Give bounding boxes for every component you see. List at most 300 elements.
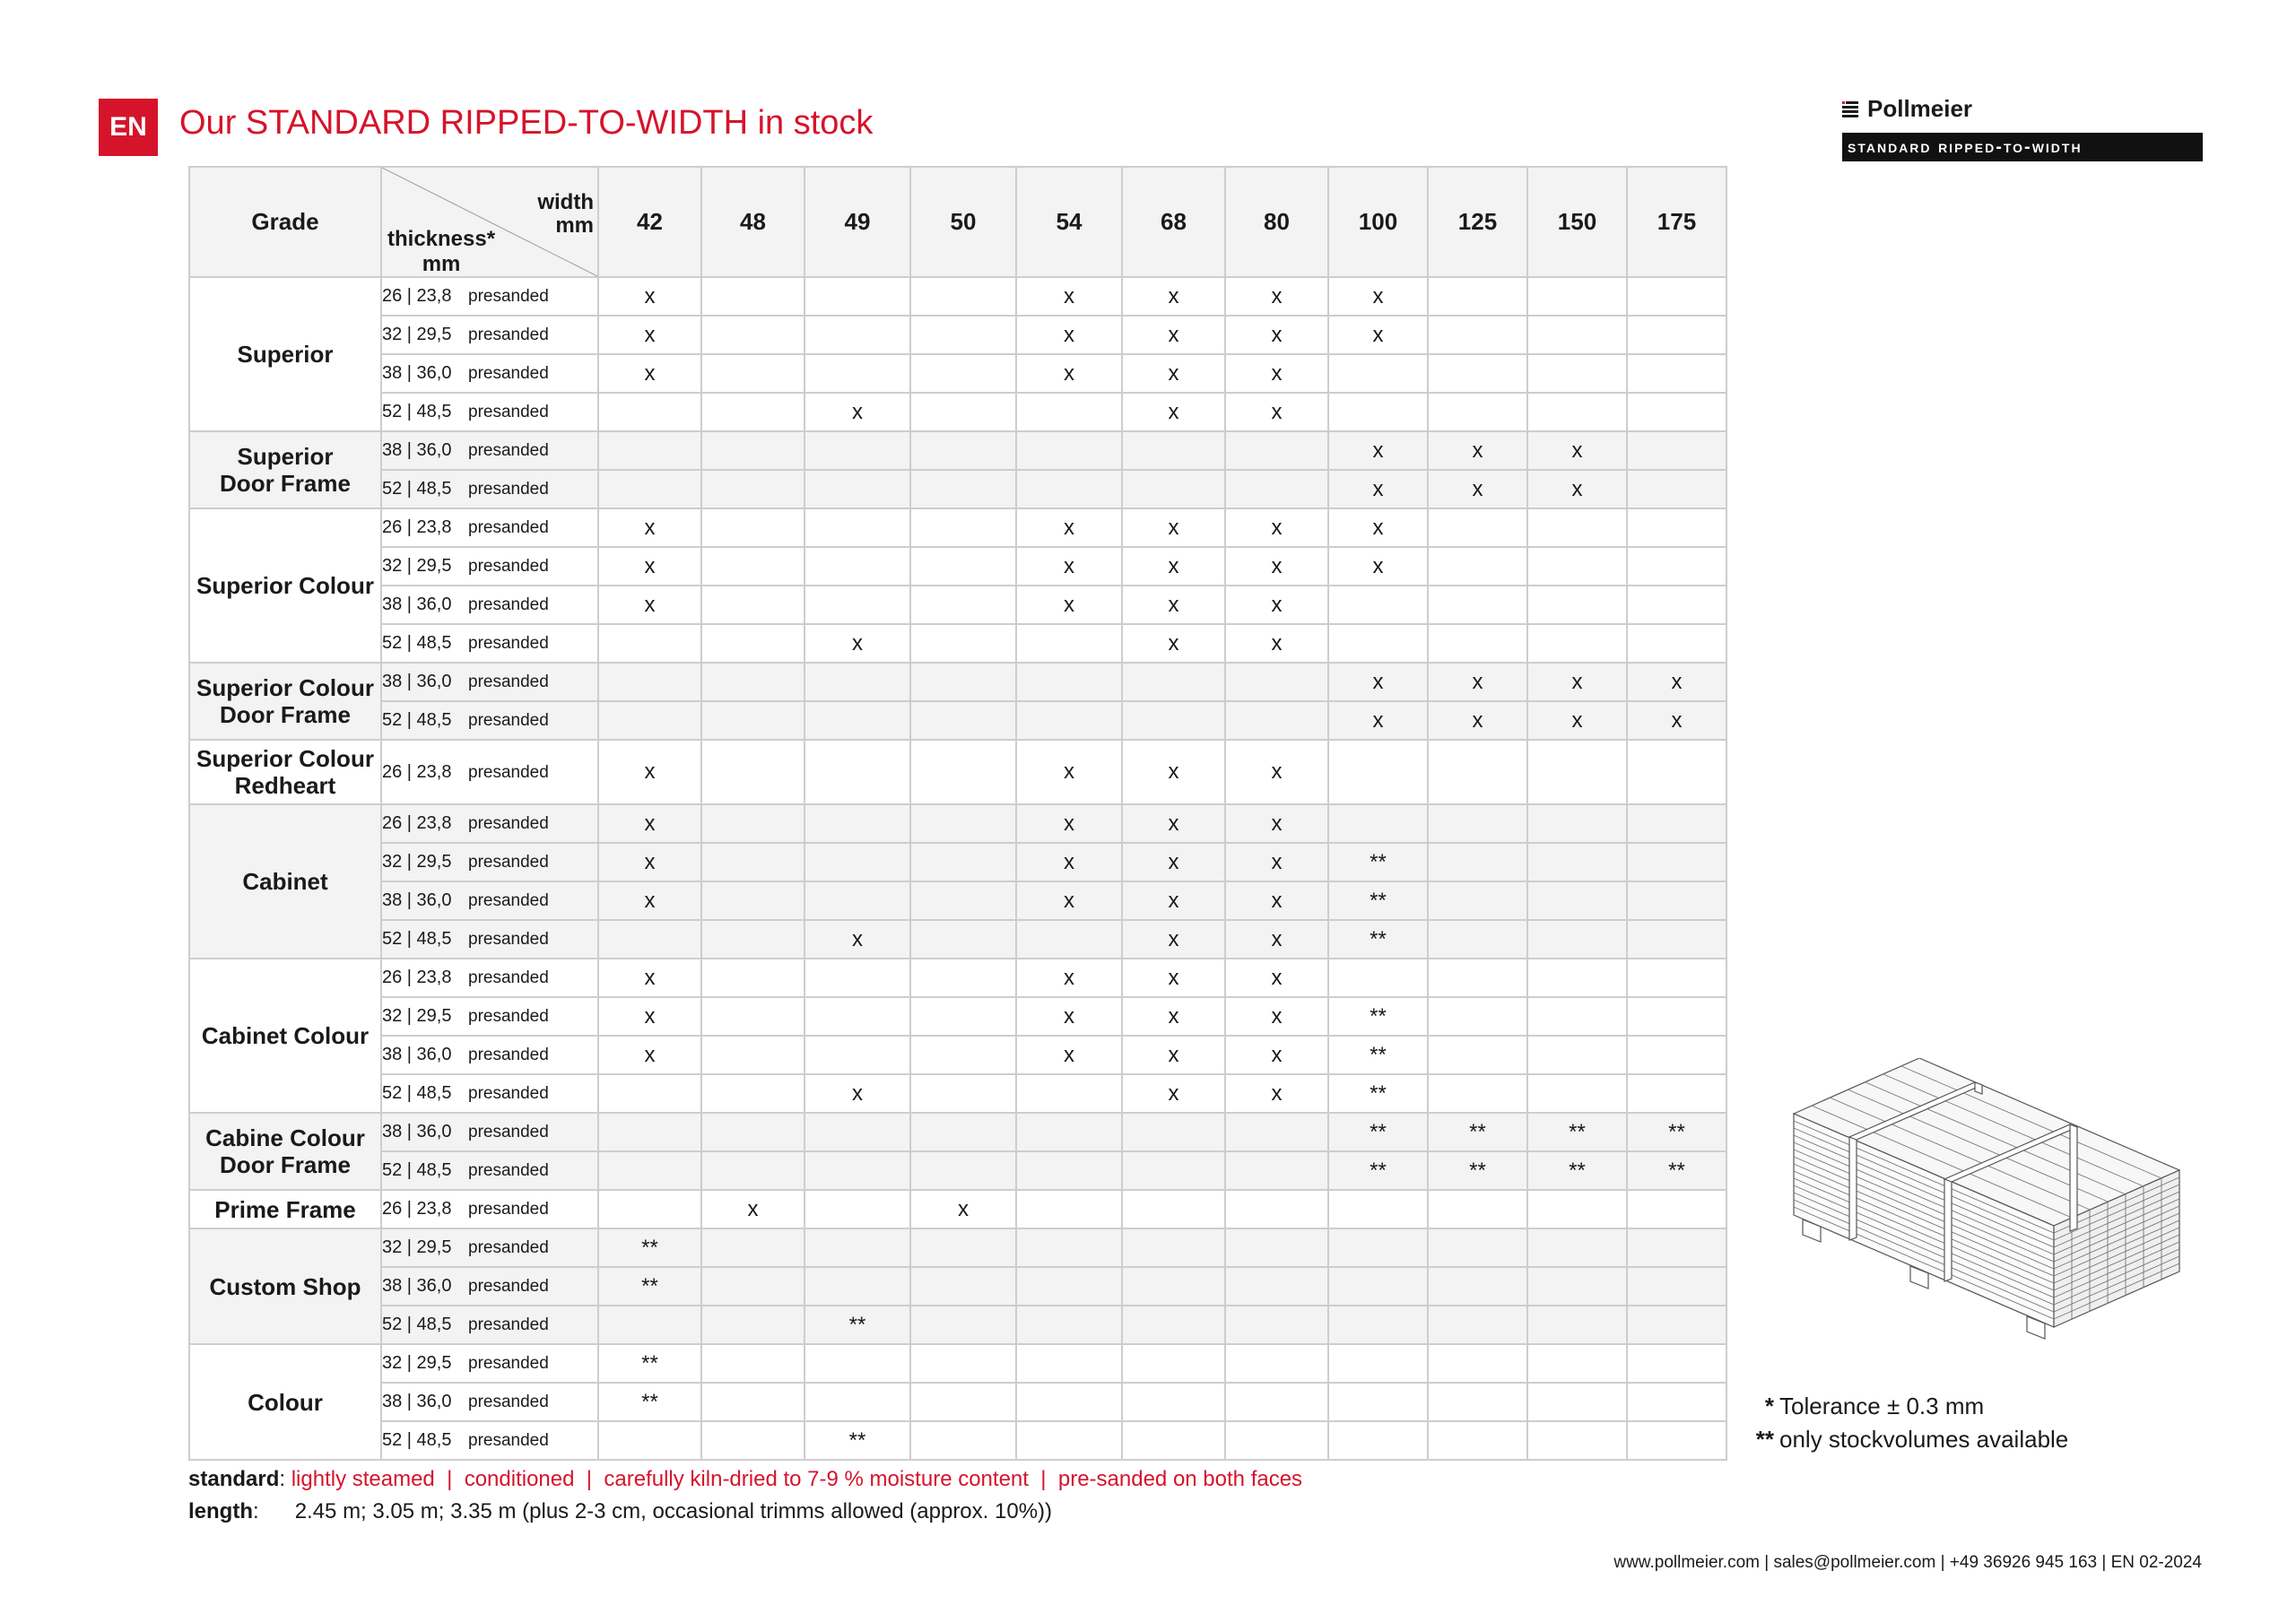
grade-cell: Superior Colour Door Frame: [189, 663, 381, 740]
availability-cell: [1428, 354, 1527, 393]
availability-cell: [1016, 1306, 1122, 1344]
availability-cell: x: [804, 393, 910, 431]
availability-cell: x: [1225, 277, 1328, 316]
availability-cell: [1627, 843, 1726, 881]
availability-cell: [1527, 920, 1627, 959]
availability-cell: [1527, 1228, 1627, 1267]
availability-cell: **: [1328, 1036, 1428, 1074]
availability-cell: [1122, 1421, 1225, 1460]
thickness-cell: 38 | 36,0 presanded: [381, 1036, 598, 1074]
availability-cell: **: [1328, 920, 1428, 959]
availability-cell: [1627, 1228, 1726, 1267]
thickness-cell: 52 | 48,5 presanded: [381, 470, 598, 508]
availability-cell: [701, 354, 804, 393]
availability-cell: x: [701, 1190, 804, 1228]
grade-cell: Prime Frame: [189, 1190, 381, 1228]
tolerance-text: Tolerance ± 0.3 mm: [1779, 1393, 1985, 1419]
availability-cell: [1428, 1344, 1527, 1383]
availability-cell: [1016, 663, 1122, 701]
table-row: [189, 663, 1726, 701]
availability-cell: [910, 547, 1016, 586]
stock-table: [188, 166, 1727, 1461]
availability-cell: [701, 920, 804, 959]
table-row: [189, 277, 1726, 316]
availability-cell: x: [1328, 470, 1428, 508]
availability-cell: [910, 1151, 1016, 1190]
availability-cell: [1627, 393, 1726, 431]
availability-cell: [1627, 316, 1726, 354]
availability-cell: [1328, 1344, 1428, 1383]
availability-cell: [1225, 431, 1328, 470]
table-row: [189, 1228, 1726, 1267]
availability-cell: x: [1016, 881, 1122, 920]
availability-cell: [701, 881, 804, 920]
availability-cell: x: [1225, 959, 1328, 997]
availability-cell: [804, 354, 910, 393]
availability-cell: [1627, 959, 1726, 997]
availability-cell: [598, 1113, 701, 1151]
grade-cell: Cabinet: [189, 804, 381, 959]
availability-cell: [1428, 959, 1527, 997]
brand-name-text: Pollmeier: [1867, 94, 1973, 122]
availability-cell: [1428, 1228, 1527, 1267]
availability-cell: [1328, 959, 1428, 997]
width-header: 150: [1527, 167, 1627, 277]
thickness-cell: 26 | 23,8 presanded: [381, 959, 598, 997]
availability-cell: x: [1225, 393, 1328, 431]
availability-cell: [1428, 881, 1527, 920]
availability-cell: [701, 1074, 804, 1113]
availability-cell: [1225, 701, 1328, 740]
availability-cell: **: [1328, 843, 1428, 881]
availability-cell: [1527, 1267, 1627, 1306]
availability-cell: [1527, 1383, 1627, 1421]
availability-cell: [1627, 547, 1726, 586]
availability-cell: [701, 1383, 804, 1421]
availability-cell: [804, 1113, 910, 1151]
availability-cell: [1627, 740, 1726, 804]
availability-cell: x: [1016, 1036, 1122, 1074]
thickness-cell: 52 | 48,5 presanded: [381, 624, 598, 663]
grade-cell: Superior Colour Redheart: [189, 740, 381, 804]
width-header: 54: [1016, 167, 1122, 277]
availability-cell: [598, 624, 701, 663]
legend-length: length: 2.45 m; 3.05 m; 3.35 m (plus 2-3 cm, occasional trimms allowed (approx. 10%)): [188, 1499, 1053, 1523]
thickness-cell: 52 | 48,5 presanded: [381, 701, 598, 740]
availability-cell: [1527, 393, 1627, 431]
availability-cell: x: [804, 920, 910, 959]
table-row: [189, 470, 1726, 508]
availability-cell: **: [804, 1306, 910, 1344]
availability-cell: x: [1225, 920, 1328, 959]
availability-cell: x: [1225, 804, 1328, 843]
availability-cell: [701, 508, 804, 547]
availability-cell: [1527, 997, 1627, 1036]
availability-cell: [804, 547, 910, 586]
availability-cell: [701, 431, 804, 470]
availability-cell: [1527, 740, 1627, 804]
availability-cell: [804, 843, 910, 881]
availability-cell: [701, 843, 804, 881]
availability-cell: [1627, 804, 1726, 843]
pollmeier-logo-icon: [1842, 101, 1858, 117]
width-axis-label: width mm: [537, 190, 594, 238]
single-asterisk: *: [1764, 1393, 1774, 1419]
availability-cell: [598, 701, 701, 740]
availability-cell: [910, 701, 1016, 740]
availability-cell: [1328, 624, 1428, 663]
tolerance-note: [1751, 1390, 2068, 1423]
availability-cell: x: [1527, 431, 1627, 470]
availability-cell: [1016, 1190, 1122, 1228]
availability-cell: [1016, 393, 1122, 431]
availability-cell: [910, 959, 1016, 997]
availability-cell: [701, 740, 804, 804]
availability-cell: [910, 804, 1016, 843]
availability-cell: x: [1122, 740, 1225, 804]
availability-cell: x: [1016, 804, 1122, 843]
availability-cell: [1225, 470, 1328, 508]
availability-cell: **: [1627, 1113, 1726, 1151]
availability-cell: [1627, 881, 1726, 920]
availability-cell: [1122, 1151, 1225, 1190]
brand-tagline: standard ripped-to-width: [1842, 133, 2203, 161]
availability-cell: x: [1627, 701, 1726, 740]
availability-cell: [1016, 1113, 1122, 1151]
grade-cell: Cabine Colour Door Frame: [189, 1113, 381, 1190]
thickness-cell: 26 | 23,8 presanded: [381, 1190, 598, 1228]
availability-cell: x: [1122, 959, 1225, 997]
availability-cell: x: [1225, 1036, 1328, 1074]
availability-cell: [1527, 959, 1627, 997]
width-header: 50: [910, 167, 1016, 277]
availability-cell: [1225, 1190, 1328, 1228]
availability-cell: x: [1122, 354, 1225, 393]
availability-cell: [701, 804, 804, 843]
availability-cell: [1627, 354, 1726, 393]
availability-cell: [1225, 663, 1328, 701]
thickness-cell: 26 | 23,8 presanded: [381, 740, 598, 804]
availability-cell: [1627, 1267, 1726, 1306]
availability-cell: [910, 1344, 1016, 1383]
availability-cell: x: [1016, 740, 1122, 804]
availability-cell: [701, 1228, 804, 1267]
availability-cell: [1016, 1267, 1122, 1306]
availability-cell: x: [1122, 624, 1225, 663]
availability-cell: [1122, 1383, 1225, 1421]
availability-cell: [804, 959, 910, 997]
availability-cell: [804, 508, 910, 547]
availability-cell: x: [1016, 508, 1122, 547]
availability-cell: [1527, 277, 1627, 316]
availability-cell: x: [1225, 547, 1328, 586]
availability-cell: [1428, 624, 1527, 663]
availability-cell: x: [1328, 663, 1428, 701]
table-row: [189, 431, 1726, 470]
table-row: [189, 701, 1726, 740]
availability-cell: [804, 1190, 910, 1228]
availability-cell: [701, 547, 804, 586]
availability-cell: **: [598, 1383, 701, 1421]
availability-cell: [1627, 1190, 1726, 1228]
availability-cell: **: [1328, 881, 1428, 920]
availability-cell: x: [1225, 881, 1328, 920]
availability-cell: [1627, 1344, 1726, 1383]
availability-cell: [1225, 1228, 1328, 1267]
table-row: [189, 393, 1726, 431]
availability-cell: [701, 393, 804, 431]
availability-cell: x: [1016, 997, 1122, 1036]
language-badge: EN: [99, 99, 158, 156]
availability-cell: x: [1225, 354, 1328, 393]
table-row: [189, 1190, 1726, 1228]
availability-cell: **: [598, 1228, 701, 1267]
availability-cell: [1428, 393, 1527, 431]
availability-cell: x: [598, 508, 701, 547]
thickness-cell: 52 | 48,5 presanded: [381, 920, 598, 959]
availability-cell: x: [598, 354, 701, 393]
availability-cell: [1016, 1421, 1122, 1460]
availability-cell: [1016, 1383, 1122, 1421]
availability-cell: [598, 920, 701, 959]
availability-cell: [804, 1267, 910, 1306]
availability-cell: [1122, 1228, 1225, 1267]
grade-cell: Colour: [189, 1344, 381, 1460]
availability-cell: x: [1328, 547, 1428, 586]
availability-cell: [1428, 508, 1527, 547]
lumber-stack-illustration: [1785, 1058, 2197, 1363]
availability-cell: [910, 881, 1016, 920]
availability-cell: [1627, 1036, 1726, 1074]
availability-cell: x: [1328, 316, 1428, 354]
availability-cell: [701, 470, 804, 508]
availability-cell: x: [1225, 997, 1328, 1036]
availability-cell: [598, 393, 701, 431]
availability-cell: [598, 431, 701, 470]
grade-cell: Superior Door Frame: [189, 431, 381, 508]
availability-cell: x: [1122, 316, 1225, 354]
availability-cell: [1627, 1074, 1726, 1113]
availability-cell: [910, 624, 1016, 663]
availability-cell: [701, 997, 804, 1036]
thickness-axis-label: thickness* mm: [387, 227, 496, 276]
availability-cell: [1428, 997, 1527, 1036]
availability-cell: x: [1527, 701, 1627, 740]
availability-cell: [1328, 586, 1428, 624]
brand-block: [1842, 93, 2203, 161]
availability-cell: **: [598, 1344, 701, 1383]
thickness-cell: 38 | 36,0 presanded: [381, 881, 598, 920]
availability-cell: [804, 997, 910, 1036]
availability-cell: [1527, 586, 1627, 624]
thickness-cell: 38 | 36,0 presanded: [381, 663, 598, 701]
thickness-cell: 32 | 29,5 presanded: [381, 1228, 598, 1267]
thickness-cell: 52 | 48,5 presanded: [381, 1151, 598, 1190]
availability-cell: [1225, 1113, 1328, 1151]
availability-cell: [598, 1421, 701, 1460]
availability-cell: [910, 470, 1016, 508]
availability-cell: x: [1122, 547, 1225, 586]
availability-cell: x: [1016, 547, 1122, 586]
standard-item: carefully kiln-dried to 7-9 % moisture content: [604, 1467, 1029, 1491]
availability-cell: [1016, 1074, 1122, 1113]
availability-cell: [1328, 740, 1428, 804]
availability-cell: x: [598, 881, 701, 920]
availability-cell: **: [1328, 997, 1428, 1036]
availability-cell: [1527, 881, 1627, 920]
availability-cell: [804, 804, 910, 843]
availability-cell: [1627, 470, 1726, 508]
availability-cell: [1122, 431, 1225, 470]
stock-note: [1751, 1423, 2068, 1456]
availability-cell: **: [1328, 1113, 1428, 1151]
availability-cell: [1428, 740, 1527, 804]
availability-cell: [1122, 1267, 1225, 1306]
thickness-cell: 52 | 48,5 presanded: [381, 1306, 598, 1344]
availability-cell: x: [1225, 316, 1328, 354]
availability-cell: x: [1225, 1074, 1328, 1113]
availability-cell: [1122, 1190, 1225, 1228]
table-row: [189, 1074, 1726, 1113]
availability-cell: [1328, 1190, 1428, 1228]
availability-cell: [701, 1036, 804, 1074]
availability-cell: x: [1627, 663, 1726, 701]
availability-cell: [701, 1421, 804, 1460]
availability-cell: [701, 1344, 804, 1383]
table-body: [189, 277, 1726, 1460]
availability-cell: [804, 1036, 910, 1074]
table-row: [189, 1267, 1726, 1306]
table-row: [189, 740, 1726, 804]
table-row: [189, 316, 1726, 354]
availability-cell: x: [1122, 881, 1225, 920]
availability-cell: x: [598, 586, 701, 624]
availability-cell: [1428, 843, 1527, 881]
availability-cell: x: [598, 997, 701, 1036]
availability-cell: [701, 1113, 804, 1151]
table-row: [189, 881, 1726, 920]
availability-cell: x: [598, 277, 701, 316]
availability-cell: [804, 431, 910, 470]
table-row: [189, 1151, 1726, 1190]
availability-cell: [910, 1421, 1016, 1460]
table-row: [189, 997, 1726, 1036]
availability-cell: x: [1122, 843, 1225, 881]
thickness-cell: 32 | 29,5 presanded: [381, 547, 598, 586]
availability-cell: [910, 1383, 1016, 1421]
availability-cell: [1527, 354, 1627, 393]
availability-cell: [1328, 804, 1428, 843]
availability-cell: [1428, 1306, 1527, 1344]
availability-cell: [910, 431, 1016, 470]
availability-cell: x: [1122, 586, 1225, 624]
availability-cell: [910, 920, 1016, 959]
availability-cell: [1016, 920, 1122, 959]
availability-cell: [1627, 920, 1726, 959]
availability-cell: [1627, 431, 1726, 470]
availability-cell: [804, 277, 910, 316]
availability-cell: [701, 1267, 804, 1306]
grade-header: Grade: [189, 167, 381, 277]
availability-cell: x: [1225, 624, 1328, 663]
availability-cell: x: [804, 624, 910, 663]
availability-cell: x: [1328, 701, 1428, 740]
availability-cell: [701, 277, 804, 316]
width-header: 48: [701, 167, 804, 277]
availability-cell: x: [598, 959, 701, 997]
availability-cell: [1225, 1306, 1328, 1344]
availability-cell: [910, 1306, 1016, 1344]
thickness-cell: 38 | 36,0 presanded: [381, 1383, 598, 1421]
availability-cell: [1428, 277, 1527, 316]
availability-cell: x: [1225, 586, 1328, 624]
availability-cell: [701, 624, 804, 663]
availability-cell: [1122, 663, 1225, 701]
legend-standard: standard: lightly steamed | conditioned | carefully kiln-dried to 7-9 % moisture content | pre-sanded on both faces: [188, 1467, 1303, 1491]
availability-cell: [804, 701, 910, 740]
availability-cell: [1016, 1228, 1122, 1267]
availability-cell: [1122, 1113, 1225, 1151]
availability-cell: x: [910, 1190, 1016, 1228]
availability-cell: [804, 663, 910, 701]
availability-cell: [1328, 1306, 1428, 1344]
standard-item: pre-sanded on both faces: [1057, 1467, 1303, 1491]
double-asterisk: **: [1755, 1426, 1774, 1453]
thickness-cell: 38 | 36,0 presanded: [381, 586, 598, 624]
availability-cell: [598, 1151, 701, 1190]
table-row: [189, 354, 1726, 393]
availability-cell: [1527, 1344, 1627, 1383]
availability-cell: x: [1122, 804, 1225, 843]
availability-cell: [910, 354, 1016, 393]
availability-cell: x: [598, 804, 701, 843]
availability-cell: [1428, 1036, 1527, 1074]
availability-cell: [1527, 1421, 1627, 1460]
availability-cell: x: [1016, 354, 1122, 393]
availability-cell: x: [1527, 663, 1627, 701]
availability-cell: [1328, 354, 1428, 393]
availability-cell: [701, 959, 804, 997]
table-row: [189, 1306, 1726, 1344]
availability-cell: [1428, 1383, 1527, 1421]
availability-cell: x: [1016, 959, 1122, 997]
availability-cell: [1225, 1267, 1328, 1306]
availability-cell: x: [1122, 277, 1225, 316]
availability-cell: [1627, 997, 1726, 1036]
footer-contact: www.pollmeier.com | sales@pollmeier.com | +49 36926 945 163 | EN 02-2024: [1613, 1553, 2202, 1572]
availability-cell: x: [1527, 470, 1627, 508]
length-text: 2.45 m; 3.05 m; 3.35 m (plus 2-3 cm, occasional trimms allowed (approx. 10%)): [294, 1499, 1053, 1523]
availability-cell: [1016, 470, 1122, 508]
availability-cell: [1328, 1421, 1428, 1460]
table-header-row: [189, 167, 1726, 277]
grade-cell: Superior Colour: [189, 508, 381, 663]
availability-cell: [1328, 1383, 1428, 1421]
availability-cell: **: [1527, 1113, 1627, 1151]
availability-cell: [701, 1306, 804, 1344]
corner-header: [381, 167, 598, 277]
availability-cell: [1328, 393, 1428, 431]
thickness-cell: 38 | 36,0 presanded: [381, 431, 598, 470]
availability-cell: [1627, 586, 1726, 624]
availability-cell: [1527, 843, 1627, 881]
availability-cell: [1527, 1036, 1627, 1074]
availability-cell: x: [1225, 508, 1328, 547]
availability-cell: [598, 470, 701, 508]
thickness-cell: 32 | 29,5 presanded: [381, 1344, 598, 1383]
availability-cell: x: [1122, 997, 1225, 1036]
availability-cell: [910, 586, 1016, 624]
